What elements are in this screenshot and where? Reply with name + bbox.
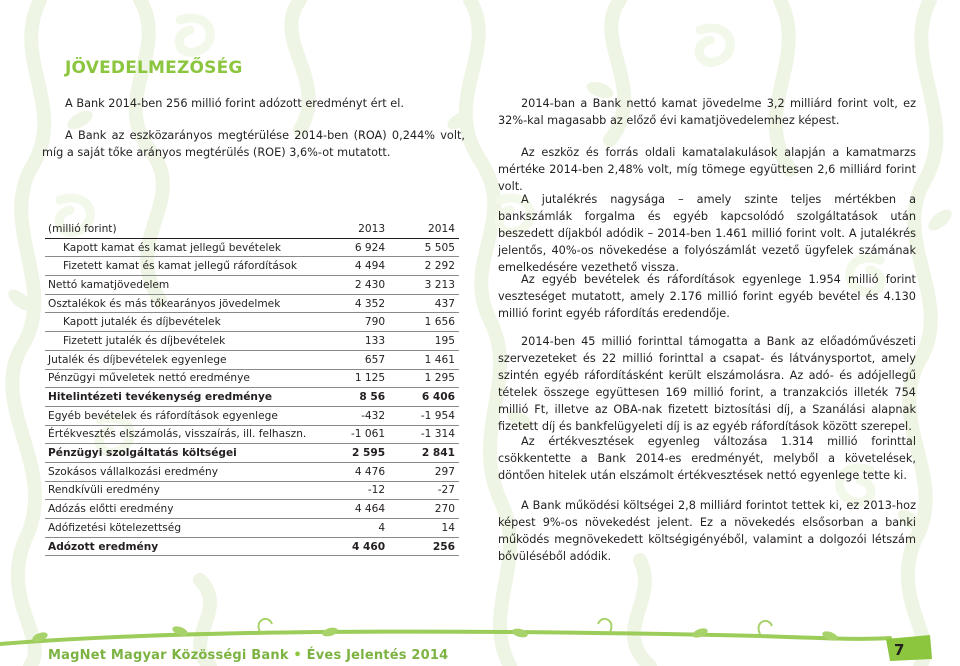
table-row [45,238,459,257]
right-paragraph-3: A jutalékrés nagysága – amely szinte teljes mértékben a bankszámlák forgalma és egyéb kapcsolódó szolgáltatások után beszedett díjakból adódik – 2014-ben 1.461 millió forint volt. A jutalékrés jelentős, 40%-os növekedése a folyószámlát vezető ügyfelek számának emelkedésére vezethető vissza. [498,193,916,274]
right-paragraph-1: 2014-ban a Bank nettó kamat jövedelme 3,2 milliárd forint volt, ez 32%-kal magasabb az előző évi kamatjövedelemhez képest. [498,97,916,127]
table-header-2014: 2014 [400,220,459,238]
left-paragraph-1: A Bank 2014-ben 256 millió forint adózott eredményt ért el. [65,97,404,110]
row-value-2013: 657 [306,350,400,369]
row-value-2014: 297 [400,462,459,481]
row-label: Szokásos vállalkozási eredmény [45,462,306,481]
table-row [45,332,459,351]
right-paragraph-7: A Bank működési költségei 2,8 milliárd forintot tettek ki, ez 2013-hoz képest 9%-os növekedést jelent. Ez a növekedés elsősorban a banki működés megnövekedett költségigényéből, valamint a dolgozói létszám bővüléséből adódik. [498,499,916,563]
table-row [45,350,459,369]
table-header-unit: (millió forint) [45,220,306,238]
row-label: Rendkívüli eredmény [45,481,306,500]
row-value-2013: 4 352 [306,294,400,313]
row-label: Kapott kamat és kamat jellegű bevételek [45,238,306,257]
table-row [45,276,459,295]
row-value-2014: -1 314 [400,425,459,444]
row-label: Hitelintézeti tevékenység eredménye [45,388,306,407]
table-row [45,369,459,388]
row-value-2013: 4 494 [306,257,400,276]
table-row [45,537,459,556]
row-value-2014: 2 841 [400,444,459,463]
table-row [45,257,459,276]
page-title: JÖVEDELMEZŐSÉG [65,58,243,78]
page-number: 7 [894,641,905,659]
table-row [45,406,459,425]
footer [48,648,448,663]
left-paragraph-2: A Bank az eszközarányos megtérülése 2014-ben (ROA) 0,244% volt, míg a saját tőke arányos megtérülés (ROE) 3,6%-ot mutatott. [42,129,465,159]
row-label: Nettó kamatjövedelem [45,276,306,295]
row-value-2014: 1 295 [400,369,459,388]
table-row [45,294,459,313]
row-value-2014: 1 656 [400,313,459,332]
row-label: Fizetett kamat és kamat jellegű ráfordítások [45,257,306,276]
footer-bank-name: MagNet Magyar Közösségi Bank [48,648,289,663]
row-label: Osztalékok és más tőkearányos jövedelmek [45,294,306,313]
row-value-2013: 2 430 [306,276,400,295]
row-value-2013: 1 125 [306,369,400,388]
row-value-2013: 4 [306,519,400,538]
table-row [45,313,459,332]
right-paragraph-5: 2014-ben 45 millió forinttal támogatta a Bank az előadóművészeti szervezeteket és 22 millió forinttal a csapat- és látványsportot, amely szintén egyéb ráfordításként került elszámolásra. Az adó- és adójellegű tételek összege együttesen 169 millió forint, a tranzakciós illeték 754 millió Ft, illetve az OBA-nak fizetett biztosítási díj, a Szanálási alapnak fizetett díj és bankfelügyeleti díj is az egyéb ráfordítások között szerepel. [498,335,916,433]
row-value-2014: 2 292 [400,257,459,276]
row-value-2013: 790 [306,313,400,332]
row-value-2014: 437 [400,294,459,313]
table-row [45,481,459,500]
row-value-2013: -1 061 [306,425,400,444]
row-value-2013: 8 56 [306,388,400,407]
row-label: Kapott jutalék és díjbevételek [45,313,306,332]
table-row [45,519,459,538]
table-row [45,444,459,463]
row-value-2014: 5 505 [400,238,459,257]
row-label: Jutalék és díjbevételek egyenlege [45,350,306,369]
row-label: Adózott eredmény [45,537,306,556]
row-value-2013: 133 [306,332,400,351]
row-value-2013: -12 [306,481,400,500]
row-value-2013: 4 476 [306,462,400,481]
row-value-2014: -27 [400,481,459,500]
row-label: Pénzügyi műveletek nettó eredménye [45,369,306,388]
footer-separator: • [293,648,302,663]
row-value-2013: 4 460 [306,537,400,556]
right-paragraph-2: Az eszköz és forrás oldali kamatalakulások alapján a kamatmarzs mértéke 2014-ben 2,48% volt, míg tömege együttesen 2,6 milliárd forint volt. [498,146,916,193]
row-value-2014: 270 [400,500,459,519]
row-value-2014: 195 [400,332,459,351]
page-number-badge [884,633,934,663]
row-label: Értékvesztés elszámolás, visszaírás, ill. felhaszn. [45,425,306,444]
row-value-2013: -432 [306,406,400,425]
table-header-2013: 2013 [306,220,400,238]
row-label: Adófizetési kötelezettség [45,519,306,538]
row-value-2013: 6 924 [306,238,400,257]
row-value-2014: 3 213 [400,276,459,295]
row-value-2014: 256 [400,537,459,556]
table-row [45,500,459,519]
footer-report-title: Éves Jelentés 2014 [306,648,449,663]
row-label: Pénzügyi szolgáltatás költségei [45,444,306,463]
table-header-row [45,220,459,238]
income-statement-table [45,220,459,556]
row-value-2013: 2 595 [306,444,400,463]
table-row [45,425,459,444]
row-value-2014: -1 954 [400,406,459,425]
right-paragraph-6: Az értékvesztések egyenleg változása 1.314 millió forinttal csökkentette a Bank 2014-es eredményét, melyből a követelések, döntően hitelek után elszámolt értékvesztések nettó egyenlege tette ki. [498,435,916,482]
table-row [45,462,459,481]
table-row [45,388,459,407]
right-paragraph-4: Az egyéb bevételek és ráfordítások egyenlege 1.954 millió forint veszteséget mutatott, amely 2.176 millió forint egyéb bevétel és 4.130 millió forint egyéb ráfordítás eredendője. [498,273,916,320]
row-value-2013: 4 464 [306,500,400,519]
row-value-2014: 14 [400,519,459,538]
row-label: Fizetett jutalék és díjbevételek [45,332,306,351]
row-label: Adózás előtti eredmény [45,500,306,519]
row-value-2014: 6 406 [400,388,459,407]
row-label: Egyéb bevételek és ráfordítások egyenlege [45,406,306,425]
row-value-2014: 1 461 [400,350,459,369]
